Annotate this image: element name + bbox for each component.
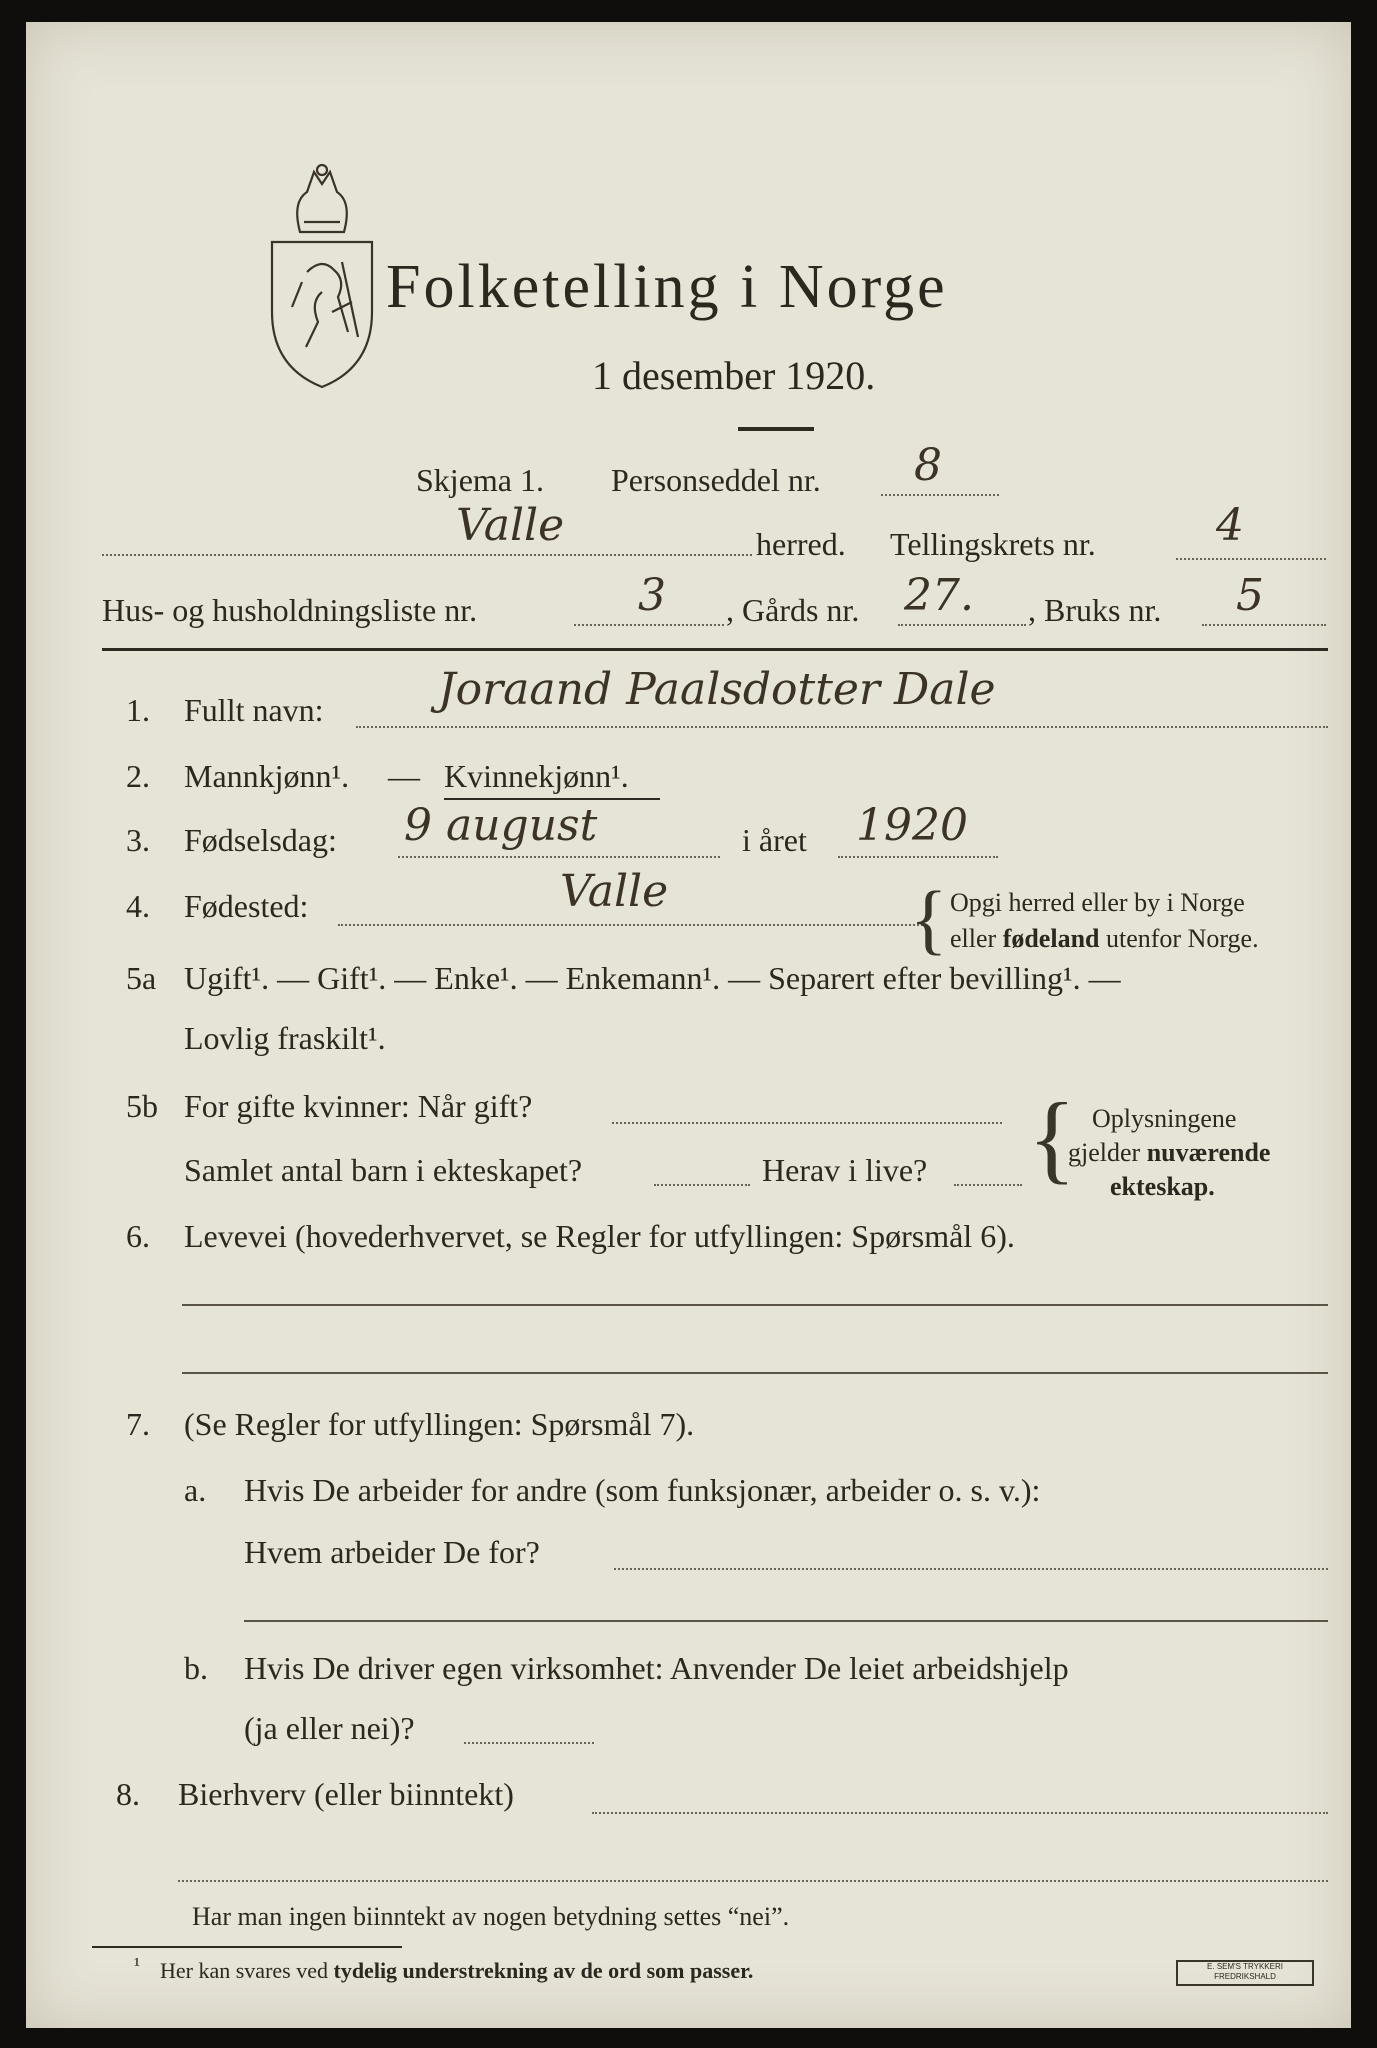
q5b-alive-label: Herav i live?	[762, 1152, 928, 1188]
herred-label: herred.	[756, 526, 846, 562]
tellingskrets-value: 4	[1216, 500, 1244, 551]
q3-birthday: 9 august	[404, 800, 598, 851]
tellingskrets-label: Tellingskrets nr.	[890, 526, 1096, 562]
q5b-brace: {	[1028, 1082, 1076, 1193]
q1-number: 1.	[126, 692, 150, 728]
q1-label: Fullt navn:	[184, 692, 324, 728]
census-form	[26, 22, 1351, 2028]
personseddel-dotline	[881, 494, 999, 496]
title-divider	[738, 427, 814, 431]
q7-label: (Se Regler for utfyllingen: Spørsmål 7).	[184, 1406, 695, 1442]
q4-dotline	[338, 924, 926, 926]
gards-dotline	[898, 624, 1026, 626]
q7a-line1: Hvis De arbeider for andre (som funksjonær, arbeider o. s. v.):	[244, 1472, 1041, 1508]
q7a-letter: a.	[184, 1472, 207, 1508]
tellingskrets-dotline	[1176, 558, 1326, 560]
q7a-dotline	[614, 1568, 1328, 1570]
q3-number: 3.	[126, 822, 150, 858]
q5a-status-options: Ugift¹. — Gift¹. — Enke¹. — Enkemann¹. — Separert efter bevilling¹. —	[184, 960, 1121, 996]
q5b-children-label: Samlet antal barn i ekteskapet?	[184, 1152, 583, 1188]
coat-of-arms-icon	[262, 162, 382, 392]
census-date: 1 desember 1920.	[592, 353, 876, 398]
q4-birthplace: Valle	[560, 866, 669, 917]
bruks-dotline	[1202, 624, 1326, 626]
q3-year-label: i året	[742, 822, 807, 858]
q7a-line2: Hvem arbeider De for?	[244, 1534, 540, 1570]
gards-value: 27.	[904, 570, 974, 621]
q3-dotline	[398, 856, 720, 858]
q5a-number: 5a	[126, 960, 157, 996]
q5a-divorced-option: Lovlig fraskilt¹.	[184, 1020, 386, 1056]
bruks-label: , Bruks nr.	[1028, 592, 1162, 628]
q8-number: 8.	[116, 1776, 140, 1812]
q7b-letter: b.	[184, 1650, 208, 1686]
gards-label: , Gårds nr.	[726, 592, 860, 628]
q3-label: Fødselsdag:	[184, 822, 337, 858]
personseddel-value: 8	[914, 440, 942, 491]
herred-value: Valle	[456, 500, 565, 551]
q5b-note-line2: gjelder nuværende	[1068, 1138, 1271, 1167]
q4-brace: {	[910, 875, 948, 962]
q2-number: 2.	[126, 758, 150, 794]
q1-dotline	[356, 726, 1328, 728]
q5b-note-line3: ekteskap.	[1110, 1172, 1215, 1201]
q7-number: 7.	[126, 1406, 150, 1442]
q2-dash: —	[388, 758, 420, 794]
q8-label: Bierhverv (eller biinntekt)	[178, 1776, 514, 1812]
bruks-value: 5	[1236, 570, 1264, 621]
q4-note-line1: Opgi herred eller by i Norge	[950, 888, 1245, 917]
q8-answer-dotline	[178, 1880, 1328, 1882]
q4-number: 4.	[126, 888, 150, 924]
q5b-married-dotline	[612, 1122, 1002, 1124]
herred-dotline	[102, 554, 752, 556]
q4-label: Fødested:	[184, 888, 309, 924]
q5b-alive-dotline	[954, 1184, 1022, 1186]
q7b-line1: Hvis De driver egen virksomhet: Anvender De leiet arbeidshjelp	[244, 1650, 1069, 1686]
header-rule	[102, 648, 1328, 651]
q5b-children-dotline	[654, 1184, 750, 1186]
q1-full-name: Joraand Paalsdotter Dale	[438, 664, 996, 715]
q6-answer-line2	[182, 1372, 1328, 1374]
footer-note: Har man ingen biinntekt av nogen betydning settes “nei”.	[192, 1902, 790, 1931]
footnote-divider	[92, 1946, 402, 1948]
q6-label: Levevei (hovederhvervet, se Regler for utfyllingen: Spørsmål 6).	[184, 1218, 1015, 1254]
printer-stamp: E. SEM'S TRYKKERI FREDRIKSHALD	[1176, 1960, 1314, 1986]
q6-number: 6.	[126, 1218, 150, 1254]
hus-label: Hus- og husholdningsliste nr.	[102, 592, 478, 628]
footnote-text: Her kan svares ved tydelig understrekning av de ord som passer.	[160, 1958, 754, 1983]
q7b-line2: (ja eller nei)?	[244, 1710, 415, 1746]
hus-value: 3	[638, 570, 666, 621]
q3-birth-year: 1920	[856, 800, 968, 851]
q5b-number: 5b	[126, 1088, 158, 1124]
q7a-answer-line	[244, 1620, 1328, 1622]
q7b-dotline	[464, 1742, 594, 1744]
footnote-marker: ¹	[134, 1954, 140, 1976]
q5b-married-label: For gifte kvinner: Når gift?	[184, 1088, 533, 1124]
q2-male: Mannkjønn¹.	[184, 758, 350, 794]
q3-year-dotline	[838, 856, 998, 858]
q4-note-line2: eller fødeland utenfor Norge.	[950, 924, 1259, 953]
personseddel-label: Personseddel nr.	[611, 462, 821, 498]
hus-dotline	[574, 624, 724, 626]
skjema-label: Skjema 1.	[416, 462, 544, 498]
q8-dotline	[592, 1812, 1328, 1814]
q5b-note-line1: Oplysningene	[1092, 1104, 1237, 1133]
q2-female: Kvinnekjønn¹.	[444, 758, 629, 794]
form-title: Folketelling i Norge	[386, 253, 948, 321]
q6-answer-line1	[182, 1304, 1328, 1306]
